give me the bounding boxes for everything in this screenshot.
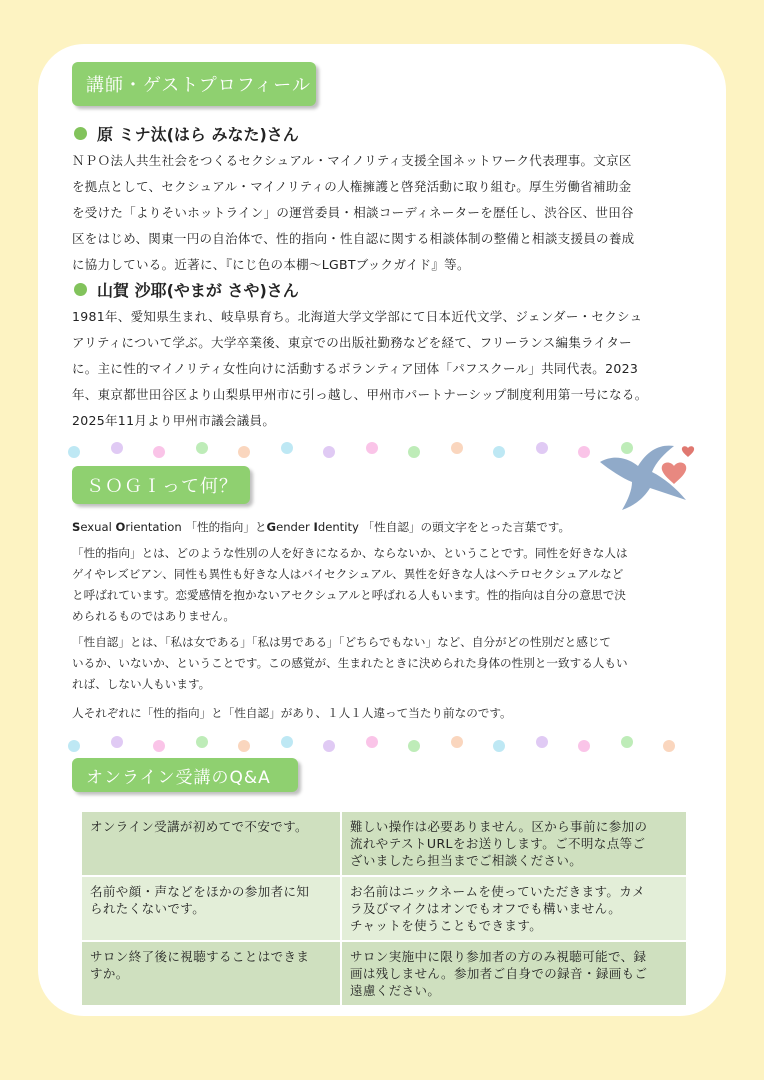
decorative-dot xyxy=(493,446,505,458)
initial-i: I xyxy=(313,520,318,534)
text-line: ラ及びマイクはオンでもオフでも構いません。 xyxy=(350,901,622,916)
question-cell xyxy=(82,941,341,1006)
decorative-dot xyxy=(111,442,123,454)
text-line: 画は残しません。参加者ご自身での録音・録画もご xyxy=(350,966,648,981)
sogi-paragraph-1 xyxy=(72,543,702,627)
decorative-dot xyxy=(578,740,590,752)
decorative-dot xyxy=(153,740,165,752)
person-name-text: 山賀 沙耶(やまが さや)さん xyxy=(97,281,299,300)
decorative-dot xyxy=(366,442,378,454)
decorative-dot xyxy=(451,736,463,748)
qa-heading: オンライン受講のQ&A xyxy=(72,758,298,792)
text-line: 遠慮ください。 xyxy=(350,983,441,998)
decorative-dot xyxy=(281,736,293,748)
decorative-dot xyxy=(451,442,463,454)
bio-line: に。主に性的マイノリティ女性向けに活動するボランティア団体「パフスクール」共同代表。2023 xyxy=(72,361,639,376)
bio-line: 1981年、愛知県生まれ、岐阜県育ち。北海道大学文学部にて日本近代文学、ジェンダー・セクシュ xyxy=(72,309,643,324)
person-name-text: 原 ミナ汰(はら みなた)さん xyxy=(97,125,299,144)
bio-line: アリティについて学ぶ。大学卒業後、東京での出版社勤務などを経て、フリーランス編集ライター xyxy=(72,335,632,350)
decorative-dot-row xyxy=(68,736,708,752)
intro-text: exual xyxy=(80,520,116,534)
table-row xyxy=(82,941,687,1006)
question-cell xyxy=(82,876,341,941)
text-line: サロン終了後に視聴することはできま xyxy=(90,949,310,964)
decorative-dot xyxy=(323,446,335,458)
text-line: 流れやテストURLをお送りします。ご不明な点等ご xyxy=(350,836,646,851)
decorative-dot xyxy=(111,736,123,748)
decorative-dot xyxy=(238,446,250,458)
text-line: お名前はニックネームを使っていただきます。カメ xyxy=(350,884,646,899)
sogi-intro xyxy=(72,517,702,538)
decorative-dot xyxy=(493,740,505,752)
bio-line: 区をはじめ、関東一円の自治体で、性的指向・性自認に関する相談体制の整備と相談支援員の養成 xyxy=(72,231,635,246)
person-bio-1 xyxy=(72,148,704,278)
decorative-dot xyxy=(323,740,335,752)
swallow-bird-icon xyxy=(594,440,704,520)
green-bullet-icon xyxy=(74,127,87,140)
person-name-1 xyxy=(74,122,299,145)
decorative-dot xyxy=(153,446,165,458)
decorative-dot xyxy=(68,740,80,752)
text-line: 名前や顔・声などをほかの参加者に知 xyxy=(90,884,310,899)
text-line: 難しい操作は必要ありません。区から事前に参加の xyxy=(350,819,648,834)
bio-line: ＮＰＯ法人共生社会をつくるセクシュアル・マイノリティ支援全国ネットワーク代表理事。文京区 xyxy=(72,153,632,168)
decorative-dot xyxy=(621,736,633,748)
decorative-dot xyxy=(536,736,548,748)
sogi-paragraph-3: 人それぞれに「性的指向」と「性自認」があり、１人１人違って当たり前なのです。 xyxy=(72,706,512,720)
text-line: 「性的指向」とは、どのような性別の人を好きになるか、ならないか、ということです。同性を好きな人は xyxy=(72,546,628,560)
text-line: められるものではありません。 xyxy=(72,609,236,623)
initial-o: O xyxy=(115,520,126,534)
decorative-dot xyxy=(196,442,208,454)
decorative-dot xyxy=(281,442,293,454)
table-row xyxy=(82,876,687,941)
table-row xyxy=(82,812,687,876)
decorative-dot xyxy=(663,740,675,752)
decorative-dot xyxy=(366,736,378,748)
text-line: サロン実施中に限り参加者の方のみ視聴可能で、録 xyxy=(350,949,647,964)
profile-heading: 講師・ゲストプロフィール xyxy=(72,62,316,106)
answer-cell xyxy=(341,941,687,1006)
text-line: ざいましたら担当までご相談ください。 xyxy=(350,853,583,868)
text-line: オンライン受講が初めてで不安です。 xyxy=(90,819,308,834)
question-cell xyxy=(82,812,341,876)
decorative-dot xyxy=(68,446,80,458)
green-bullet-icon xyxy=(74,283,87,296)
text-line: チャットを使うこともできます。 xyxy=(350,918,543,933)
qa-table xyxy=(82,812,688,1007)
initial-g: G xyxy=(266,520,277,534)
text-line: ゲイやレズビアン、同性も異性も好きな人はバイセクシュアル、異性を好きな人はヘテロセクシュアルなど xyxy=(72,567,624,581)
text-line: れば、しない人もいます。 xyxy=(72,677,211,691)
decorative-dot xyxy=(578,446,590,458)
decorative-dot xyxy=(408,740,420,752)
text-line: と呼ばれています。恋愛感情を抱かないアセクシュアルと呼ばれる人もいます。性的指向は自分の意思で決 xyxy=(72,588,626,602)
decorative-dot xyxy=(196,736,208,748)
sogi-paragraph-2 xyxy=(72,632,702,695)
decorative-dot xyxy=(536,442,548,454)
intro-text: dentity 「性自認」の頭文字をとった言葉です。 xyxy=(317,520,571,534)
sogi-heading: ＳＯＧＩって何？ xyxy=(72,466,250,504)
intro-text: rientation 「性的指向」と xyxy=(125,520,267,534)
decorative-dot xyxy=(408,446,420,458)
bio-line: を拠点として、セクシュアル・マイノリティの人権擁護と啓発活動に取り組む。厚生労働省補助金 xyxy=(72,179,632,194)
person-name-2 xyxy=(74,278,299,301)
intro-text: ender xyxy=(276,520,314,534)
text-line: 「性自認」とは、「私は女である」「私は男である」「どちらでもない」など、自分がどの性別だと感じて xyxy=(72,635,611,649)
answer-cell xyxy=(341,812,687,876)
text-line: いるか、いないか、ということです。この感覚が、生まれたときに決められた身体の性別と一致する人もい xyxy=(72,656,628,670)
bio-line: 年、東京都世田谷区より山梨県甲州市に引っ越し、甲州市パートナーシップ制度利用第一号になる。 xyxy=(72,387,648,402)
text-line: られたくないです。 xyxy=(90,901,206,916)
bio-line: 2025年11月より甲州市議会議員。 xyxy=(72,413,276,428)
person-bio-2 xyxy=(72,304,704,434)
text-line: すか。 xyxy=(90,966,129,981)
bio-line: を受けた「よりそいホットライン」の運営委員・相談コーディネーターを歴任し、渋谷区、世田谷 xyxy=(72,205,634,220)
decorative-dot xyxy=(238,740,250,752)
initial-s: S xyxy=(72,520,81,534)
bio-line: に協力している。近著に、『にじ色の本棚〜LGBTブックガイド』等。 xyxy=(72,257,470,272)
answer-cell xyxy=(341,876,687,941)
